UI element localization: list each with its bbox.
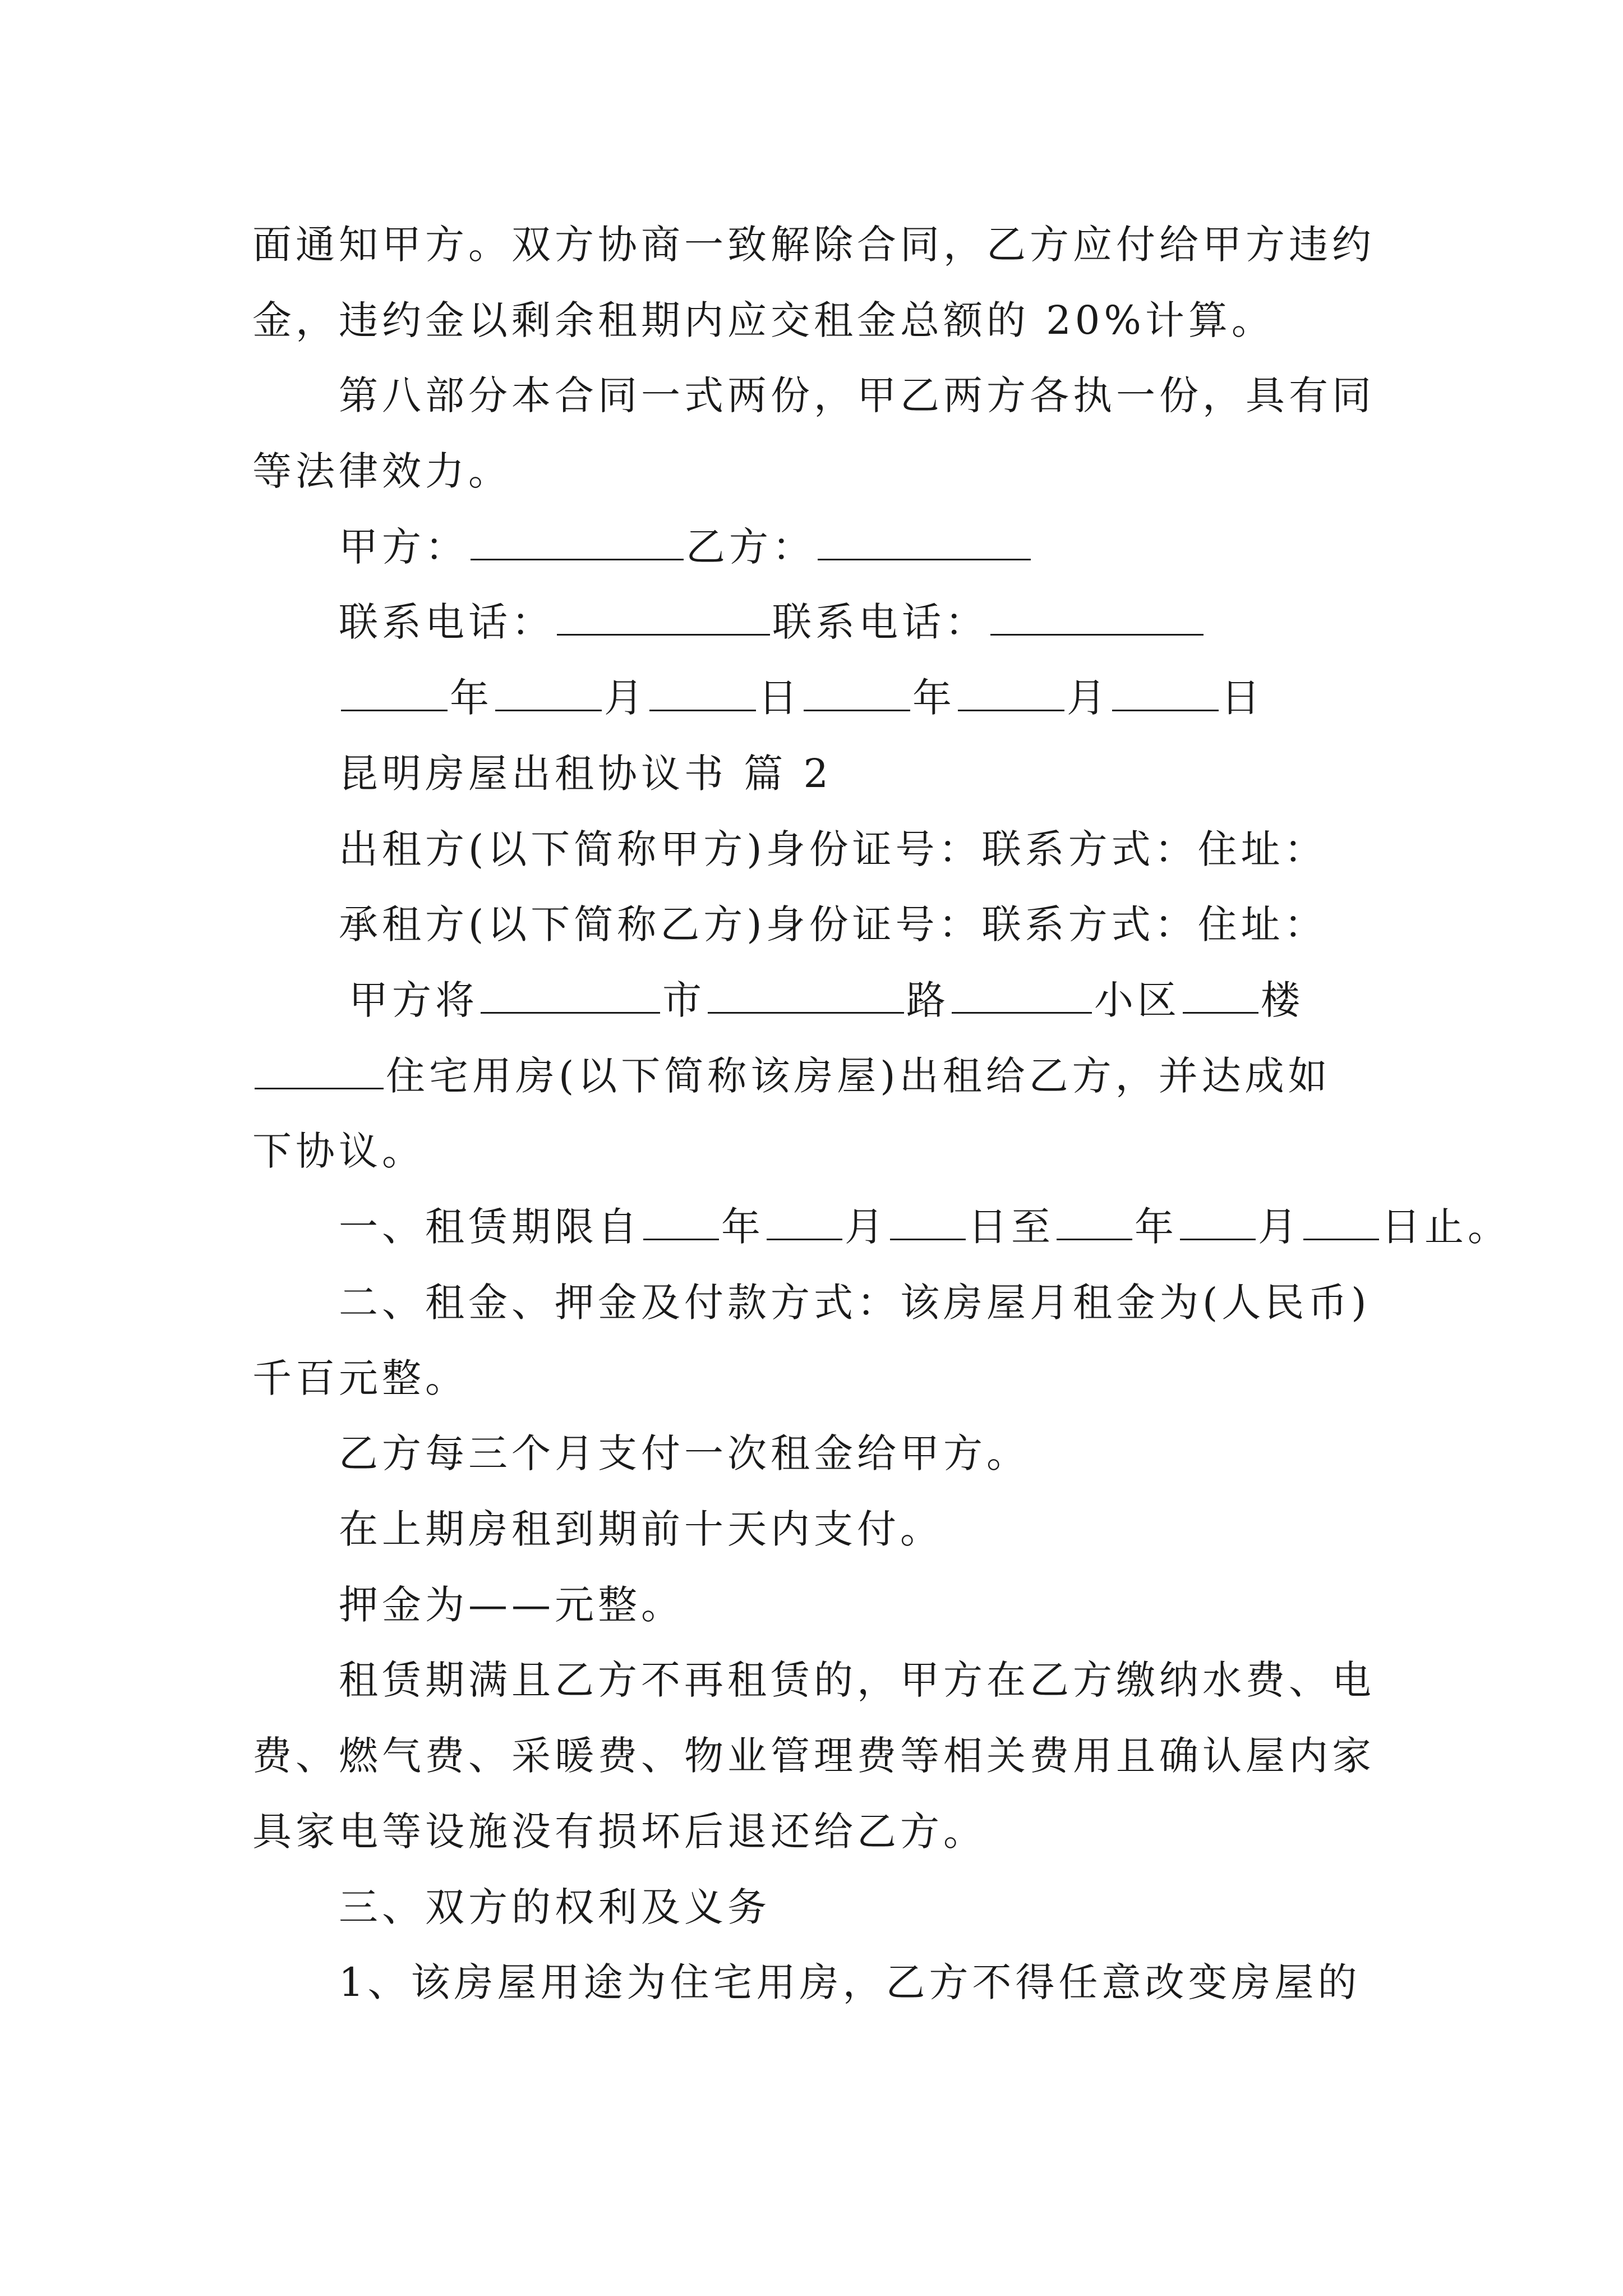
text-line-23 <box>339 1879 771 1935</box>
text: 乙方每三个月支付一次租金给甲方。 <box>339 1430 1030 1476</box>
end-day-blank <box>1303 1202 1379 1240</box>
month-blank <box>495 673 602 711</box>
text-line-15 <box>339 1274 1371 1331</box>
text: 押金为——元整。 <box>339 1582 684 1628</box>
section-heading: 昆明房屋出租协议书 篇 2 <box>339 751 833 797</box>
year-label: 年 <box>912 675 956 721</box>
date-line <box>339 670 1264 726</box>
phone-line <box>339 594 1206 650</box>
text: 一、租赁期限自 <box>339 1204 641 1250</box>
text-line-22 <box>252 1803 986 1860</box>
text: 三、双方的权利及义务 <box>339 1884 771 1930</box>
text: 等法律效力。 <box>252 448 511 494</box>
text-line-1 <box>252 217 1375 273</box>
text: 月 <box>1258 1204 1301 1250</box>
text-line-20 <box>339 1652 1375 1708</box>
text-line-24 <box>339 1954 1361 2010</box>
year-label: 年 <box>450 675 493 721</box>
end-month-blank <box>1180 1202 1256 1240</box>
month-label: 月 <box>604 675 647 721</box>
text: 楼 <box>1261 977 1304 1023</box>
road-blank <box>708 975 904 1014</box>
phone-a-label: 联系电话： <box>339 599 555 645</box>
text: 年 <box>1135 1204 1178 1250</box>
year-blank <box>804 673 910 711</box>
phone-a-blank <box>557 597 770 636</box>
text: 甲方将 <box>349 977 478 1023</box>
section-title <box>339 746 832 802</box>
text: 日至 <box>968 1204 1054 1250</box>
party-a-blank <box>471 522 684 560</box>
start-month-blank <box>767 1202 842 1240</box>
month-blank <box>958 673 1064 711</box>
text: 千百元整。 <box>252 1355 468 1401</box>
lessor-line <box>339 821 1327 877</box>
text: 金，违约金以剩余租期内应交租金总额的 20%计算。 <box>252 297 1275 343</box>
text-line-13 <box>252 1123 425 1179</box>
text: 在上期房租到期前十天内支付。 <box>339 1506 943 1552</box>
text: 路 <box>906 977 949 1023</box>
text: 小区 <box>1094 977 1181 1023</box>
text: 租赁期满且乙方不再租赁的，甲方在乙方缴纳水费、电 <box>339 1657 1375 1703</box>
lessee-line <box>339 896 1327 953</box>
end-year-blank <box>1057 1202 1132 1240</box>
day-label: 日 <box>1221 675 1264 721</box>
day-label: 日 <box>758 675 801 721</box>
text: 日止。 <box>1381 1204 1511 1250</box>
text: 年 <box>721 1204 764 1250</box>
text: 面通知甲方。双方协商一致解除合同，乙方应付给甲方违约 <box>252 222 1375 268</box>
text: 住宅用房(以下简称该房屋)出租给乙方，并达成如 <box>386 1053 1331 1099</box>
party-b-blank <box>818 522 1031 560</box>
community-blank <box>952 975 1092 1014</box>
text: 承租方(以下简称乙方)身份证号：联系方式：住址： <box>339 901 1327 947</box>
text: 费、燃气费、采暖费、物业管理费等相关费用且确认屋内家 <box>252 1733 1375 1779</box>
text-line-12 <box>252 1048 1331 1104</box>
month-label: 月 <box>1067 675 1110 721</box>
text: 第八部分本合同一式两份，甲乙两方各执一份，具有同 <box>339 372 1375 418</box>
text: 1、该房屋用途为住宅用房，乙方不得任意改变房屋的 <box>339 1959 1361 2005</box>
start-day-blank <box>890 1202 966 1240</box>
year-blank <box>341 673 448 711</box>
text-line-18 <box>339 1501 943 1557</box>
text-line-19 <box>339 1577 684 1633</box>
text-line-16 <box>252 1350 468 1406</box>
text: 市 <box>662 977 706 1023</box>
building-blank <box>1183 975 1258 1014</box>
text: 具家电等设施没有损坏后退还给乙方。 <box>252 1809 986 1855</box>
text: 出租方(以下简称甲方)身份证号：联系方式：住址： <box>339 826 1327 872</box>
text: 二、租金、押金及付款方式：该房屋月租金为(人民币) <box>339 1280 1371 1326</box>
text-line-21 <box>252 1728 1375 1784</box>
day-blank <box>1112 673 1219 711</box>
phone-b-blank <box>990 597 1204 636</box>
start-year-blank <box>643 1202 719 1240</box>
text-line-2 <box>252 292 1275 348</box>
text-line-4 <box>252 443 511 499</box>
address-line <box>349 972 1304 1028</box>
unit-blank <box>255 1051 384 1089</box>
term-line <box>339 1199 1511 1255</box>
city-blank <box>481 975 660 1014</box>
text: 下协议。 <box>252 1128 425 1174</box>
text: 月 <box>845 1204 888 1250</box>
text-line-17 <box>339 1425 1030 1481</box>
day-blank <box>649 673 756 711</box>
text-line-3 <box>339 367 1375 424</box>
party-b-label: 乙方： <box>686 524 815 570</box>
signature-party-line <box>339 519 1033 575</box>
party-a-label: 甲方： <box>339 524 468 570</box>
phone-b-label: 联系电话： <box>772 599 988 645</box>
